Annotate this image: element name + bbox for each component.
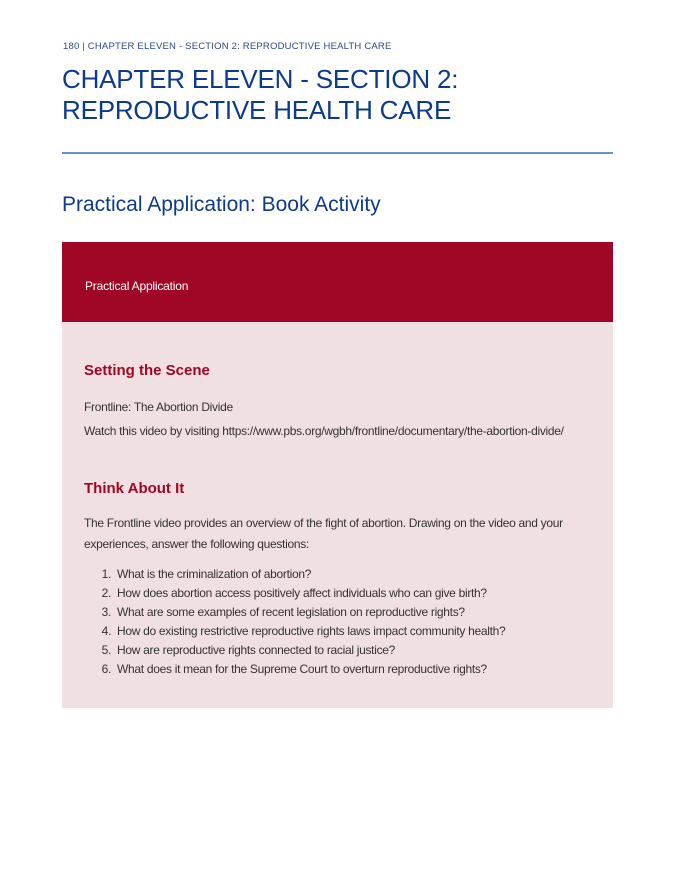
chapter-title <box>62 64 622 126</box>
question-text: How do existing restrictive reproductive rights laws impact community health? <box>117 624 506 638</box>
think-intro-text: The Frontline video provides an overview of the fight of abortion. Drawing on the video and your experiences, answer the following questions: <box>84 516 563 551</box>
setting-the-scene-heading: Setting the Scene <box>84 362 210 379</box>
title-divider <box>62 152 613 154</box>
question-number: 4. <box>101 624 111 638</box>
question-item <box>84 660 584 679</box>
question-number: 2. <box>101 586 111 600</box>
question-item <box>84 603 584 622</box>
box-header-label: Practical Application <box>85 279 189 293</box>
chapter-title-line-2: REPRODUCTIVE HEALTH CARE <box>62 95 452 125</box>
video-title: Frontline: The Abortion Divide <box>84 400 233 414</box>
question-item <box>84 641 584 660</box>
section-heading: Practical Application: Book Activity <box>62 193 381 216</box>
question-item <box>84 622 584 641</box>
question-number: 6. <box>101 662 111 676</box>
question-item <box>84 584 584 603</box>
question-item <box>84 565 584 584</box>
question-number: 5. <box>101 643 111 657</box>
running-head: 180 | CHAPTER ELEVEN - SECTION 2: REPRODUCTIVE HEALTH CARE <box>63 41 392 52</box>
question-list <box>84 565 584 679</box>
question-text: What is the criminalization of abortion? <box>117 567 312 581</box>
chapter-title-line-1: CHAPTER ELEVEN - SECTION 2: <box>62 64 459 94</box>
question-text: What are some examples of recent legislation on reproductive rights? <box>117 605 465 619</box>
watch-video-text: Watch this video by visiting https://www.pbs.org/wgbh/frontline/documentary/the-abortion-divide/ <box>84 424 564 438</box>
question-number: 1. <box>101 567 111 581</box>
practical-application-box-body <box>62 322 613 708</box>
question-text: How does abortion access positively affect individuals who can give birth? <box>117 586 487 600</box>
question-number: 3. <box>101 605 111 619</box>
practical-application-box-header <box>62 242 613 322</box>
think-about-it-heading: Think About It <box>84 480 185 497</box>
question-text: How are reproductive rights connected to racial justice? <box>117 643 396 657</box>
question-text: What does it mean for the Supreme Court to overturn reproductive rights? <box>117 662 487 676</box>
